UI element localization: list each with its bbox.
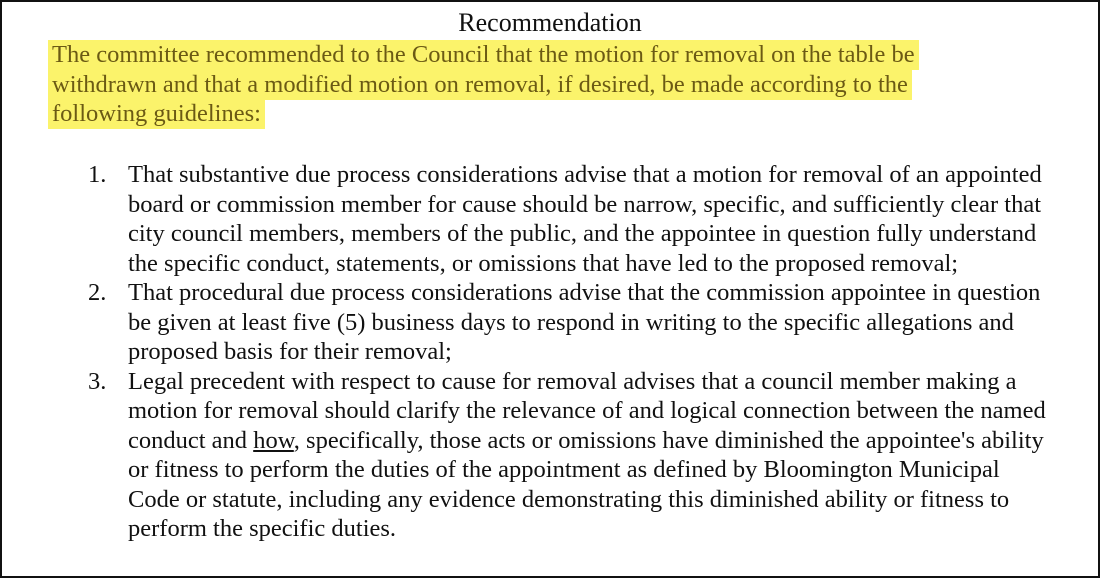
guidelines-list — [86, 160, 1046, 544]
guideline-item-1 — [86, 160, 1046, 278]
highlighted-intro-text: The committee recommended to the Council that the motion for removal on the table be withdrawn and that a modified motion on removal, if desired, be made according to the following guidelines: — [48, 40, 919, 129]
intro-paragraph — [48, 40, 988, 129]
document-title: Recommendation — [458, 8, 642, 37]
guideline-item-2 — [86, 278, 1046, 367]
guideline-item-3 — [86, 367, 1046, 544]
item-number: 3. — [88, 367, 107, 395]
item-number: 1. — [88, 161, 107, 188]
item-number: 2. — [88, 279, 107, 306]
item-text-after: , specifically, those acts or omissions have diminished the appointee's ability or fitness to perform the duties of the appointment as defined by Bloomington Municipal Code or statute, including any evidence demonstrating this diminished ability or fitness to perform the specific duties. — [128, 426, 1044, 542]
item-text: That procedural due process considerations advise that the commission appointee in question be given at least five (5) business days to respond in writing to the specific allegations and proposed basis for their removal; — [128, 279, 1041, 365]
item-text: That substantive due process considerations advise that a motion for removal of an appointed board or commission member for cause should be narrow, specific, and sufficiently clear that city council members, members of the public, and the appointee in question fully understand the specific conduct, statements, or omissions that have led to the proposed removal; — [128, 161, 1042, 277]
underlined-word: how — [253, 426, 294, 454]
item-text-before: Legal precedent with respect to cause for removal advises that a council member making a motion for removal should clarify the relevance of and logical connection between the named conduct and — [128, 367, 1046, 454]
